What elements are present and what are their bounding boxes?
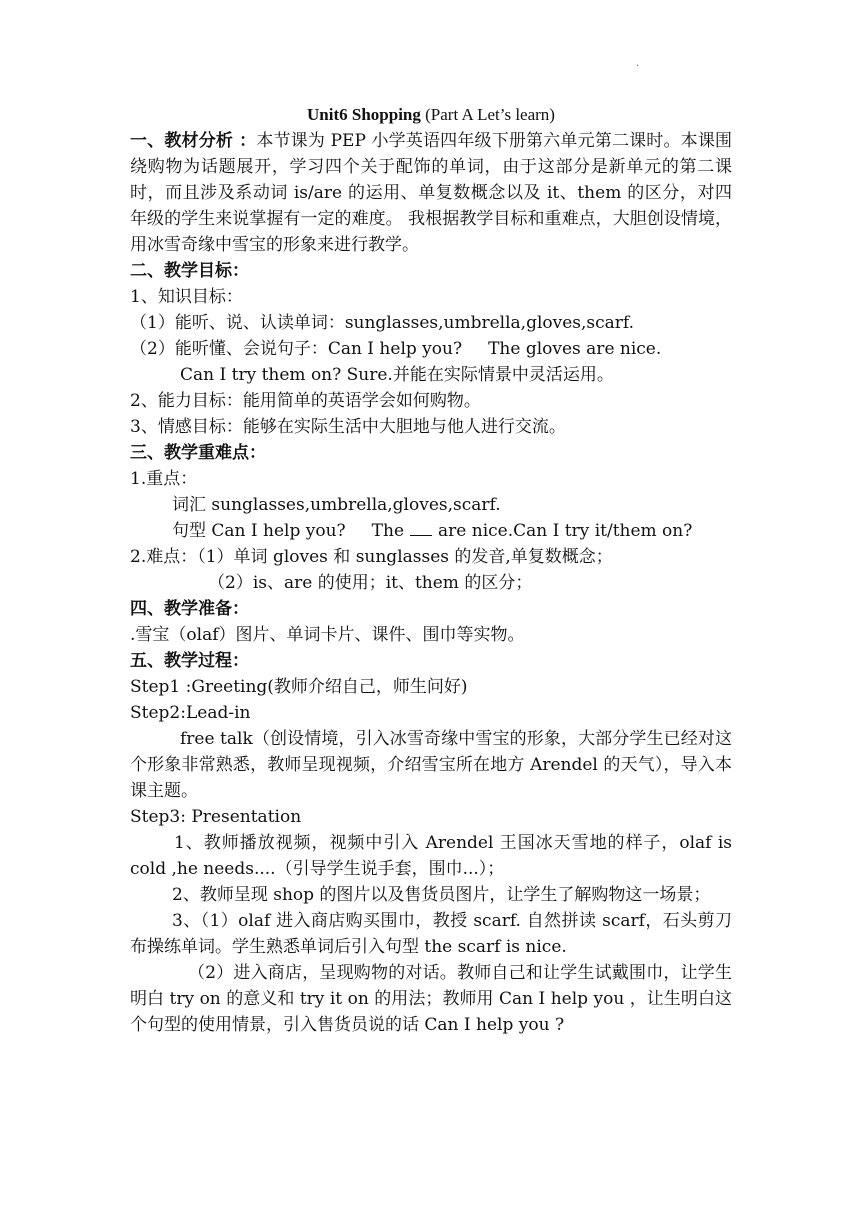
step-3-item-3: 3、（1）olaf 进入商店购买围巾，教授 scarf. 自然拼读 scarf，石头剪刀布操练单词。学生熟悉单词后引入句型 the scarf is nice. xyxy=(130,911,732,957)
section-3-heading: 三、教学重难点： xyxy=(130,443,266,463)
difficult-points-2: （2）is、are 的使用；it、them 的区分； xyxy=(208,573,533,593)
goal-ability: 2、能力目标：能用简单的英语学会如何购物。 xyxy=(130,391,481,411)
preparation-items: .雪宝（olaf）图片、单词卡片、课件、围巾等实物。 xyxy=(130,625,525,645)
page-title xyxy=(130,102,732,128)
goal-sentences-cont: Can I try them on? Sure.并能在实际情景中灵活运用。 xyxy=(180,365,614,385)
title-rest: (Part A Let’s learn) xyxy=(420,105,555,124)
key-points-label: 1.重点： xyxy=(130,469,198,489)
step-2: Step2:Lead-in xyxy=(130,703,251,723)
step-3: Step3: Presentation xyxy=(130,807,302,827)
step-3-item-4: （2）进入商店，呈现购物的对话。教师自己和让学生试戴围巾，让学生明白 try on 的意义和 try it on 的用法；教师用 Can I help you ，让生明白这个句型的使用情景，引入售货员说的话 Can I help you ? xyxy=(130,963,732,1035)
fill-blank xyxy=(410,521,432,536)
section-1-text: 本节课为 PEP 小学英语四年级下册第六单元第二课时。本课围绕购物为话题展开，学习四个关于配饰的单词，由于这部分是新单元的第二课时，而且涉及系动词 is/are 的运用、单复数概念以及 it、them 的区分，对四年级的学生来说掌握有一定的难度。 我根据教学目标和重难点，大胆创设情境，用冰雪奇缘中雪宝的形象来进行教学。 xyxy=(130,131,732,255)
goal-sentences xyxy=(130,336,732,362)
key-sentence-c: are nice.Can I try it/them on? xyxy=(438,521,693,541)
difficult-points-1: 2.难点：（1）单词 gloves 和 sunglasses 的发音,单复数概念； xyxy=(130,547,613,567)
key-vocab: 词汇 sunglasses,umbrella,gloves,scarf. xyxy=(172,495,501,515)
key-sentence-b: The xyxy=(371,521,405,541)
section-4-heading: 四、教学准备： xyxy=(130,599,249,619)
section-2-heading: 二、教学目标： xyxy=(130,261,249,281)
section-1 xyxy=(130,128,732,258)
section-1-heading: 一、教材分析 ： xyxy=(130,131,257,151)
goal-sentences-a: （2）能听懂、会说句子：Can I help you? xyxy=(130,339,463,359)
step-3-item-2: 2、教师呈现 shop 的图片以及售货员图片，让学生了解购物这一场景； xyxy=(172,885,711,905)
step-3-item-1: 1、教师播放视频，视频中引入 Arendel 王国冰天雪地的样子，olaf is cold ,he needs....（引导学生说手套，围巾...）； xyxy=(130,833,732,879)
step-2-free-talk: free talk（创设情境，引入冰雪奇缘中雪宝的形象，大部分学生已经对这个形象非常熟悉，教师呈现视频，介绍雪宝所在地方 Arendel 的天气），导入本课主题。 xyxy=(130,729,732,801)
goal-sentences-b: The gloves are nice. xyxy=(488,339,662,359)
step-1: Step1 :Greeting(教师介绍自己，师生问好) xyxy=(130,677,468,697)
section-5-heading: 五、教学过程： xyxy=(130,651,249,671)
goal-knowledge: 1、知识目标： xyxy=(130,287,243,307)
corner-mark: . xyxy=(636,58,640,69)
key-sentence xyxy=(130,518,732,544)
goal-words: （1）能听、说、认读单词：sunglasses,umbrella,gloves,scarf. xyxy=(130,313,635,333)
goal-emotion: 3、情感目标：能够在实际生活中大胆地与他人进行交流。 xyxy=(130,417,566,437)
lesson-plan-body xyxy=(130,102,732,1038)
key-sentence-a: 句型 Can I help you? xyxy=(172,521,346,541)
title-bold: Unit6 Shopping xyxy=(307,105,421,124)
